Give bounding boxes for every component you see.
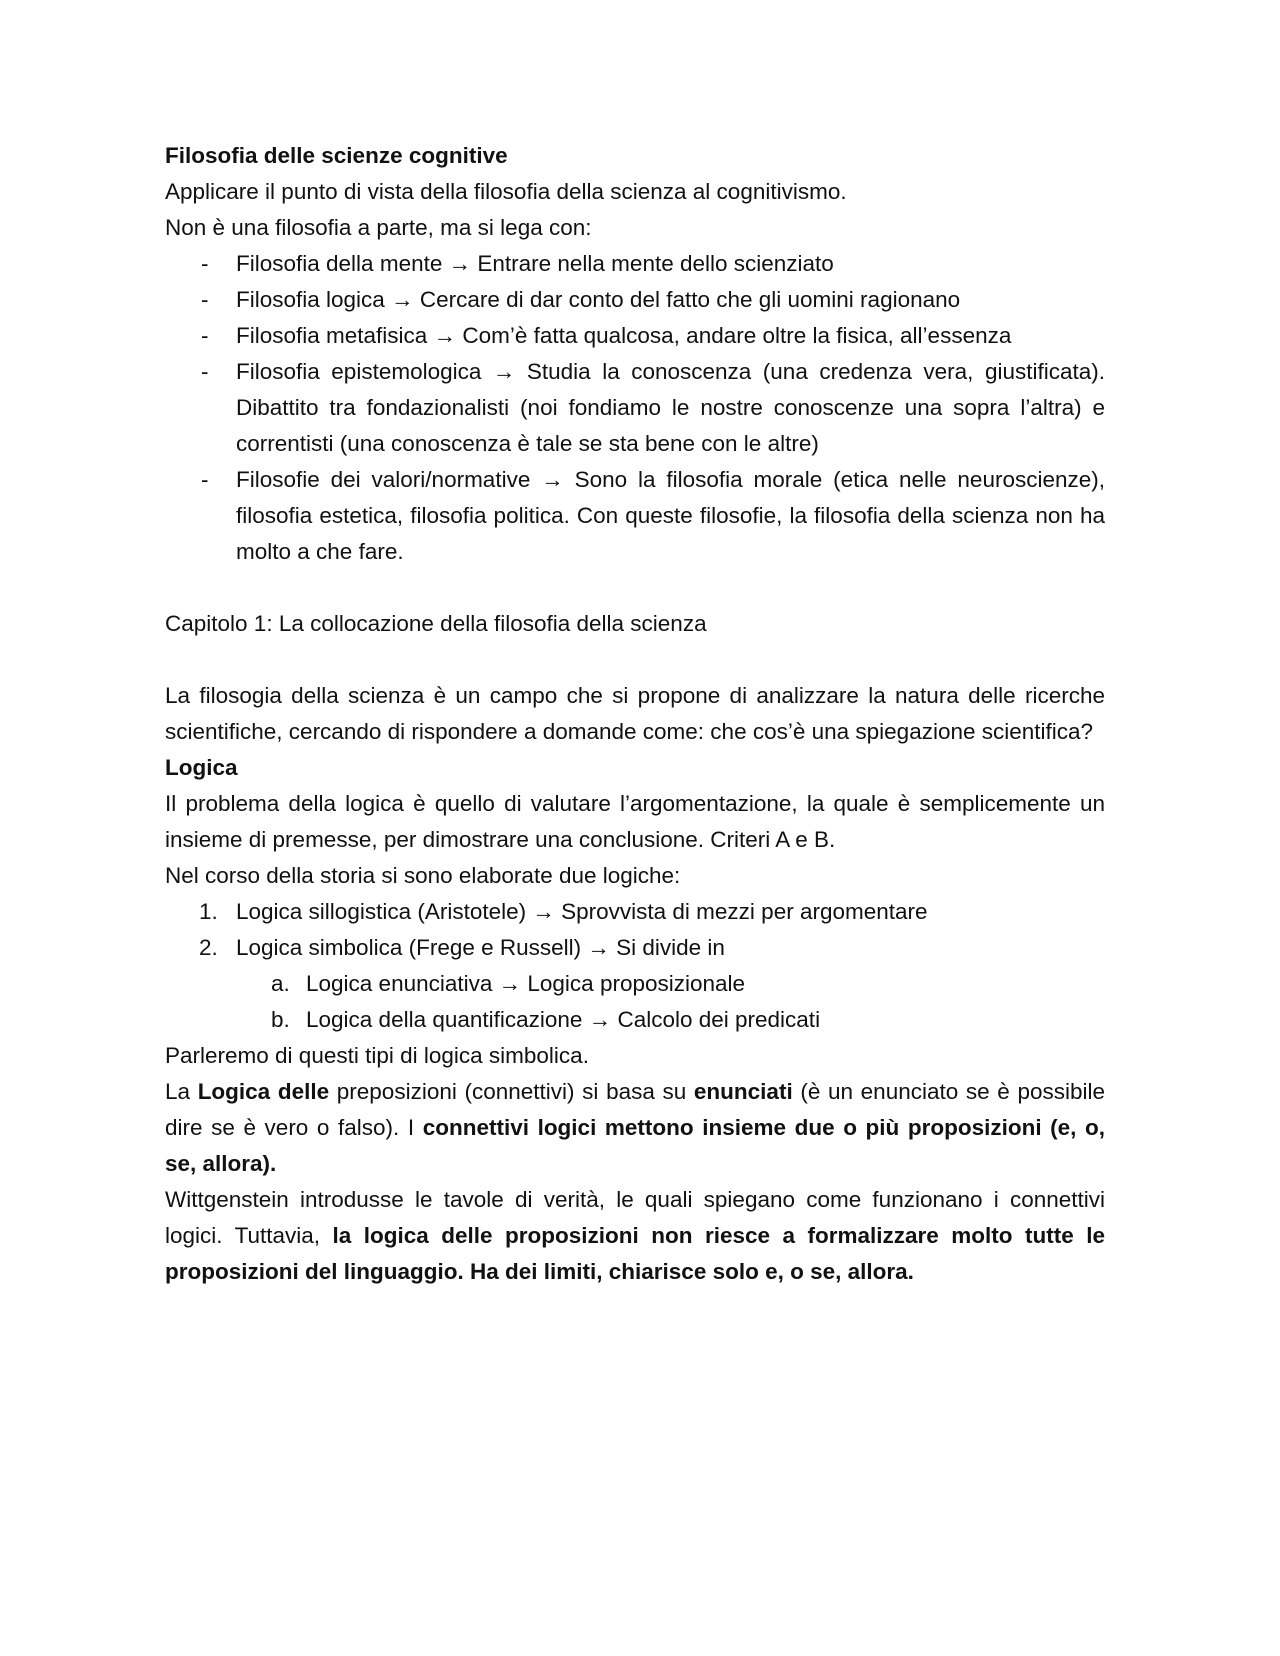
logic-problem-paragraph: Il problema della logica è quello di valutare l’argomentazione, la quale è semplicemente un insieme di premesse, per dimostrare una conclusione. Criteri A e B. (165, 791, 1105, 852)
intro-line-2: Non è una filosofia a parte, ma si lega con: (165, 215, 592, 240)
logics-list (165, 894, 1105, 966)
symbolic-note: Parleremo di questi tipi di logica simbolica. (165, 1043, 589, 1068)
philosophy-branches-list (165, 246, 1105, 570)
wittgenstein-paragraph: Wittgenstein introdusse le tavole di verità, le quali spiegano come funzionano i connettivi logici. Tuttavia, la logica delle proposizioni non riesce a formalizzare molto tutte le proposizioni del linguaggio. Ha dei limiti, chiarisce solo e, o se, allora. (165, 1187, 1105, 1284)
logic-history-line: Nel corso della storia si sono elaborate due logiche: (165, 863, 681, 888)
list-item: - Filosofie dei valori/normative → Sono la filosofia morale (etica nelle neuroscienze), filosofia estetica, filosofia politica. Con queste filosofie, la filosofia della scienza non ha molto a che fare. (201, 467, 1105, 564)
document-title: Filosofia delle scienze cognitive (165, 143, 508, 168)
spacer (165, 642, 1105, 678)
chapter-heading: Capitolo 1: La collocazione della filosofia della scienza (165, 611, 707, 636)
list-item: - Filosofia della mente → Entrare nella mente dello scienziato (201, 251, 834, 276)
symbolic-logic-sublist (165, 966, 1105, 1038)
list-item: - Filosofia epistemologica → Studia la conoscenza (una credenza vera, giustificata). Dibattito tra fondazionalisti (noi fondiamo le nostre conoscenze una sopra l’altra) e correntisti (una conoscenza è tale se sta bene con le altre) (201, 359, 1105, 456)
definition-paragraph: La filosogia della scienza è un campo che si propone di analizzare la natura delle ricerche scientifiche, cercando di rispondere a domande come: che cos’è una spiegazione scientifica? (165, 683, 1105, 744)
list-item: - Filosofia logica → Cercare di dar conto del fatto che gli uomini ragionano (201, 287, 961, 312)
propositional-logic-paragraph: La Logica delle preposizioni (connettivi) si basa su enunciati (è un enunciato se è possibile dire se è vero o falso). I connettivi logici mettono insieme due o più proposizioni (e, o, se, allora). (165, 1079, 1106, 1176)
list-item: b. Logica della quantificazione → Calcolo dei predicati (271, 1007, 821, 1032)
list-item: 2. Logica simbolica (Frege e Russell) → Si divide in (199, 935, 725, 960)
list-item: a. Logica enunciativa → Logica proposizionale (271, 971, 746, 996)
section-heading-logica: Logica (165, 755, 238, 780)
intro-line-1: Applicare il punto di vista della filosofia della scienza al cognitivismo. (165, 179, 847, 204)
list-item: 1. Logica sillogistica (Aristotele) → Sprovvista di mezzi per argomentare (199, 899, 928, 924)
list-item: - Filosofia metafisica → Com’è fatta qualcosa, andare oltre la fisica, all’essenza (201, 323, 1012, 348)
spacer (165, 570, 1105, 606)
document-page (165, 138, 1105, 1290)
